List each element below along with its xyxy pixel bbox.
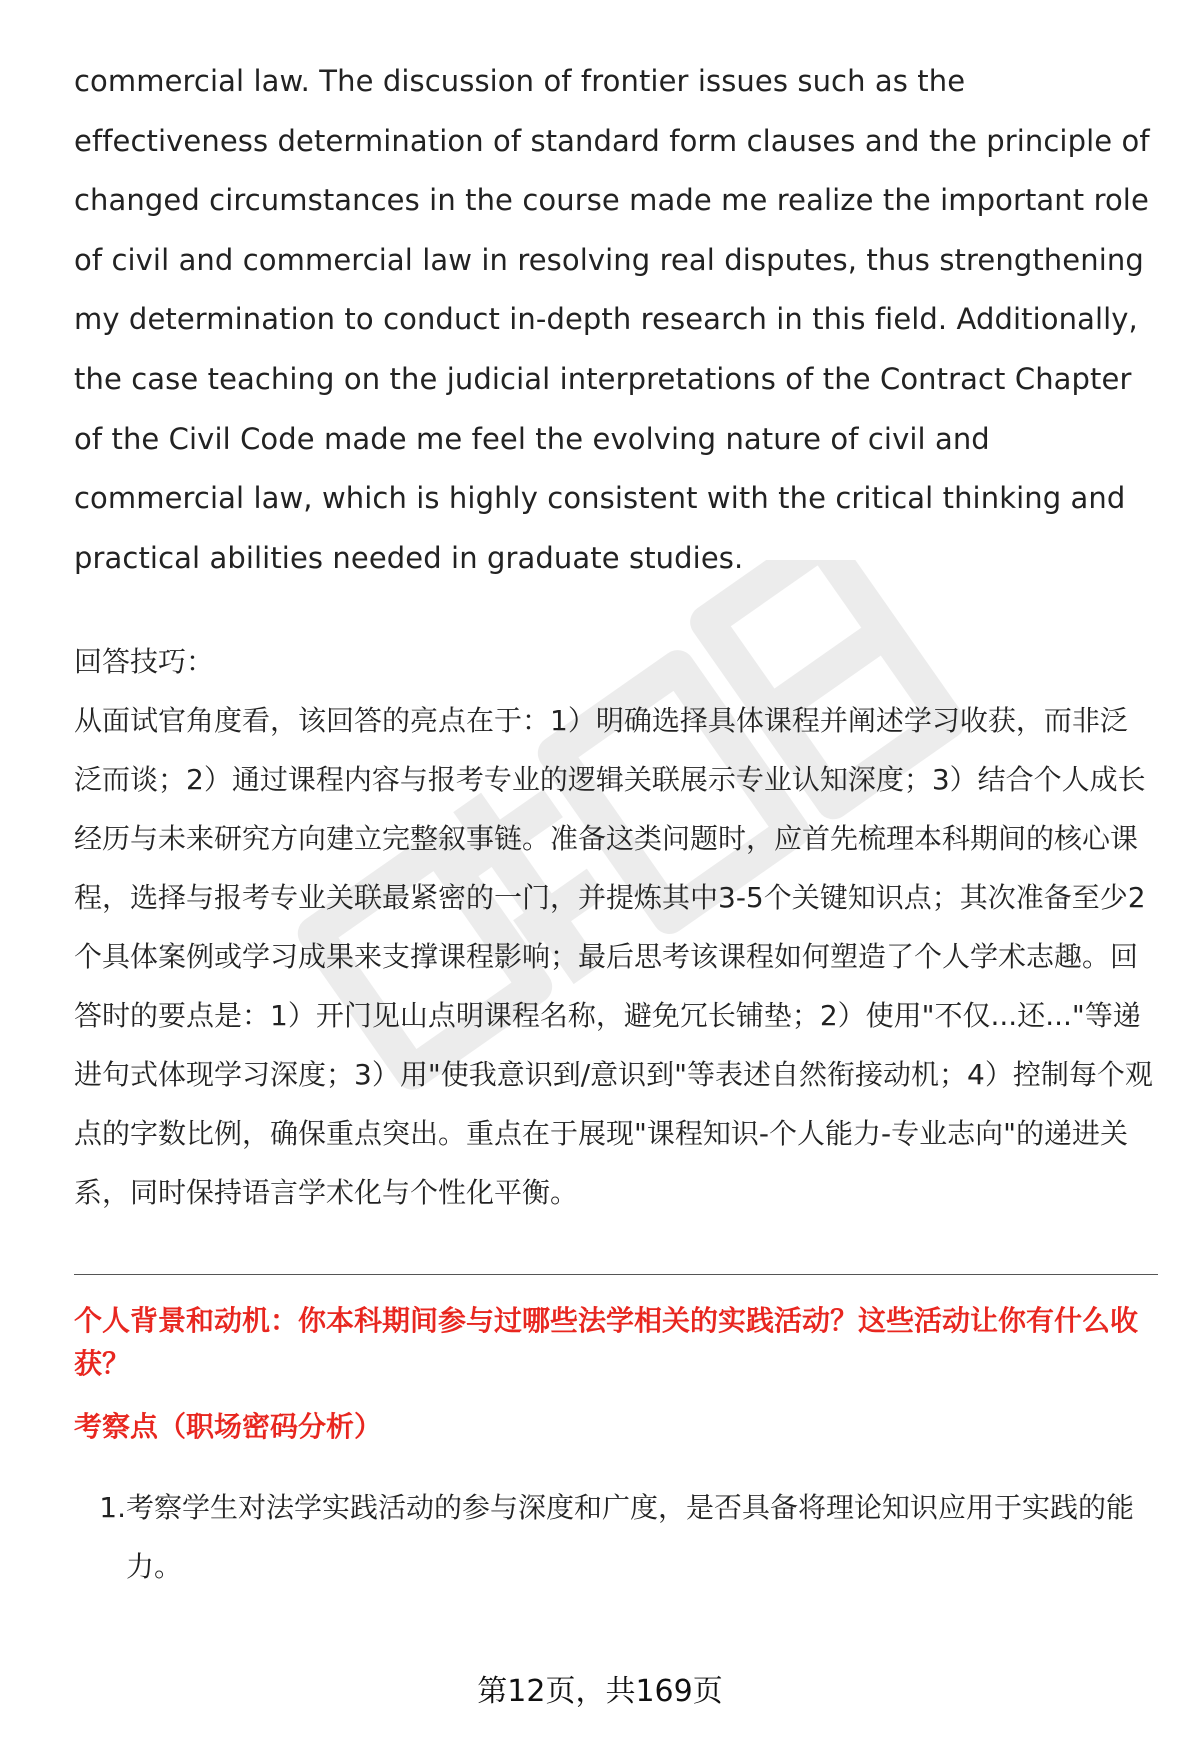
list-item bbox=[74, 1478, 1154, 1596]
assessment-list bbox=[74, 1478, 1154, 1596]
assessment-heading: 考察点（职场密码分析） bbox=[74, 1410, 383, 1444]
section-divider bbox=[74, 1274, 1158, 1275]
list-item-text: 考察学生对法学实践活动的参与深度和广度，是否具备将理论知识应用于实践的能力。 bbox=[126, 1491, 1135, 1584]
list-item-number: 1. bbox=[99, 1491, 126, 1525]
tips-heading: 回答技巧： bbox=[74, 645, 215, 679]
question-heading: 个人背景和动机：你本科期间参与过哪些法学相关的实践活动？这些活动让你有什么收获？ bbox=[74, 1304, 1139, 1381]
page-content bbox=[74, 52, 1154, 1596]
page-footer: 第12页，共169页 bbox=[477, 1674, 723, 1709]
tips-paragraph: 从面试官角度看，该回答的亮点在于：1）明确选择具体课程并阐述学习收获，而非泛泛而谈；2）通过课程内容与报考专业的逻辑关联展示专业认知深度；3）结合个人成长经历与未来研究方向建立完整叙事链。准备这类问题时，应首先梳理本科期间的核心课程，选择与报考专业关联最紧密的一门，并提炼其中3-5个关键知识点；其次准备至少2个具体案例或学习成果来支撑课程影响；最后思考该课程如何塑造了个人学术志趣。回答时的要点是：1）开门见山点明课程名称，避免冗长铺垫；2）使用"不仅...还..."等递进句式体现学习深度；3）用"使我意识到/意识到"等表述自然衔接动机；4）控制每个观点的字数比例，确保重点突出。重点在于展现"课程知识-个人能力-专业志向"的递进关系，同时保持语言学术化与个性化平衡。 bbox=[74, 704, 1153, 1210]
answer-paragraph: commercial law. The discussion of frontier issues such as the effectiveness determination of standard form clauses and the principle of changed circumstances in the course made me realize the important role of civil and commercial law in resolving real disputes, thus strengthening my determination to conduct in-depth research in this field. Additionally, the case teaching on the judicial interpretations of the Contract Chapter of the Civil Code made me feel the evolving nature of civil and commercial law, which is highly consistent with the critical thinking and practical abilities needed in graduate studies. bbox=[74, 64, 1150, 575]
